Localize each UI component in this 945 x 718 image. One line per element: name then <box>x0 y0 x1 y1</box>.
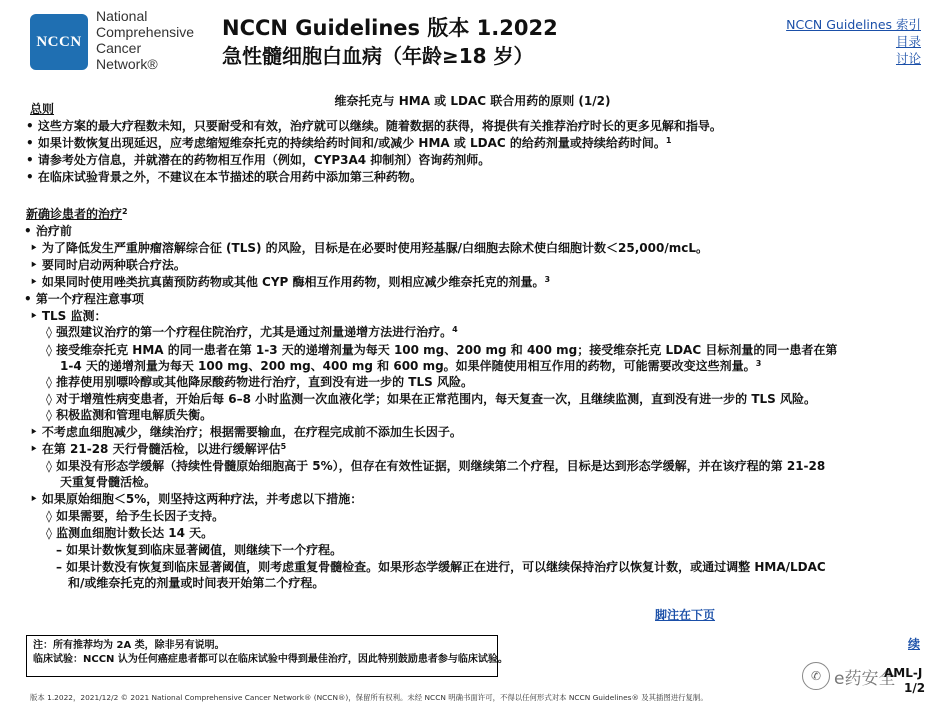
tls-subitem-cont: 1-4 天的递增剂量为每天 100 mg、200 mg、400 mg 和 600 mg。如果伴随使用相互作用的药物，可能需要改变这些剂量。$^3$ <box>60 359 762 373</box>
guidelines-index-link[interactable]: NCCN Guidelines 索引 <box>786 17 921 32</box>
pretreatment-item: ‣ 如果同时使用唑类抗真菌预防药物或其他 CYP 酶相互作用药物，则相应减少维奈托克的剂量。$^3$ <box>30 275 551 289</box>
logo-word: Cancer <box>96 40 142 56</box>
general-bullet: • 这些方案的最大疗程数未知，只要耐受和有效，治疗就可以继续。随着数据的获得，将提供有关推荐治疗时长的更多见解和指导。 <box>26 119 722 133</box>
blast-item: ‣ 如果原始细胞＜5%，则坚持这两种疗法，并考虑以下措施： <box>30 492 363 506</box>
count-dash-item-cont: 和/或维奈托克的剂量或时间表开始第二个疗程。 <box>68 576 325 590</box>
tls-subitem: ◊ 积极监测和管理电解质失衡。 <box>46 408 213 422</box>
general-bullet: • 如果计数恢复出现延迟，应考虑缩短维奈托克的持续给药时间和/或减少 HMA 或 LDAC 的给药剂量或持续给药时间。$^1$ <box>26 136 672 150</box>
tls-monitoring-item: ‣ TLS 监测： <box>30 309 107 323</box>
discussion-link[interactable]: 讨论 <box>895 51 921 66</box>
general-bullet: • 请参考处方信息，并就潜在的药物相互作用（例如，CYP3A4 抑制剂）咨询药剂师。 <box>26 153 491 167</box>
tls-subitem: ◊ 强烈建议治疗的第一个疗程住院治疗，尤其是通过剂量递增方法进行治疗。$^4$ <box>46 325 458 339</box>
cytopenia-item: ‣ 不考虑血细胞减少，继续治疗；根据需要输血，在疗程完成前不添加生长因子。 <box>30 425 462 439</box>
blast-subitem: ◊ 监测血细胞计数长达 14 天。 <box>46 526 214 540</box>
pretreatment-item: ‣ 要同时启动两种联合疗法。 <box>30 258 186 272</box>
bone-marrow-subitem-cont: 天重复骨髓活检。 <box>60 475 157 489</box>
continue-link[interactable]: 续 <box>908 637 921 651</box>
bone-marrow-item: ‣ 在第 21-28 天行骨髓活检，以进行缓解评估$^5$ <box>30 442 287 456</box>
general-heading: 总则 <box>30 102 55 116</box>
count-dash-item: – 如果计数没有恢复到临床显著阈值，则考虑重复骨髓检查。如果形态学缓解正在进行，可以继续保持治疗以恢复计数，或通过调整 HMA/LDAC <box>56 560 826 574</box>
first-cycle-bullet: • 第一个疗程注意事项 <box>24 292 144 306</box>
logo-wordmark <box>96 8 216 72</box>
count-dash-item: – 如果计数恢复到临床显著阈值，则继续下一个疗程。 <box>56 543 343 557</box>
note-clinical-trials: 临床试验：NCCN 认为任何癌症患者都可以在临床试验中得到最佳治疗，因此特别鼓励患者参与临床试验。 <box>33 654 508 665</box>
pretreatment-bullet: • 治疗前 <box>24 224 72 238</box>
bone-marrow-subitem: ◊ 如果没有形态学缓解（持续性骨髓原始细胞高于 5%），但存在有效性证据，则继续第二个疗程，目标是达到形态学缓解，并在该疗程的第 21-28 <box>46 459 826 473</box>
newly-diagnosed-heading: 新确诊患者的治疗$^2$ <box>26 207 128 221</box>
footnotes-next-page-link[interactable]: 脚注在下页 <box>655 608 716 622</box>
wechat-watermark-icon: ✆ <box>802 662 830 690</box>
copyright-footer: 版本 1.2022，2021/12/2 © 2021 National Comprehensive Cancer Network® (NCCN®)，保留所有权利。未经 NCCN 明确书面许可，不得以任何形式对本 NCCN Guidelines® 及其插图进行复制。 <box>30 693 708 702</box>
guideline-version-title: NCCN Guidelines 版本 1.2022 <box>222 16 558 40</box>
logo-word: Network® <box>96 56 158 72</box>
tls-subitem: ◊ 对于增殖性病变患者，开始后每 6–8 小时监测一次血液化学；如果在正常范围内，每天复查一次，且继续监测，直到没有进一步的 TLS 风险。 <box>46 392 816 406</box>
recommendation-note-box <box>26 635 508 677</box>
blast-subitem: ◊ 如果需要，给予生长因子支持。 <box>46 509 225 523</box>
page-code: AML-J <box>884 666 923 680</box>
page-number: 1/2 <box>904 681 926 695</box>
section-title: 维奈托克与 HMA 或 LDAC 联合用药的原则 (1/2) <box>334 94 611 108</box>
pretreatment-item: ‣ 为了降低发生严重肿瘤溶解综合征 (TLS) 的风险，目标是在必要时使用羟基脲/白细胞去除术使白细胞计数＜25,000/mcL。 <box>30 241 708 255</box>
general-bullet: • 在临床试验背景之外，不建议在本节描述的联合用药中添加第三种药物。 <box>26 170 422 184</box>
table-of-contents-link[interactable]: 目录 <box>895 34 921 49</box>
tls-subitem: ◊ 推荐使用别嘌呤醇或其他降尿酸药物进行治疗，直到没有进一步的 TLS 风险。 <box>46 375 473 389</box>
nccn-logo: NCCN <box>30 14 88 70</box>
guideline-disease-title: 急性髓细胞白血病（年龄≥18 岁） <box>222 44 534 68</box>
watermark-text: e药安全 <box>834 669 896 689</box>
logo-word: Comprehensive <box>96 24 195 40</box>
tls-subitem: ◊ 接受维奈托克 HMA 的同一患者在第 1-3 天的递增剂量为每天 100 mg、200 mg 和 400 mg；接受维奈托克 LDAC 目标剂量的同一患者在第 <box>46 343 838 357</box>
note-category: 注：所有推荐均为 2A 类，除非另有说明。 <box>33 640 225 651</box>
logo-word: National <box>96 8 148 24</box>
